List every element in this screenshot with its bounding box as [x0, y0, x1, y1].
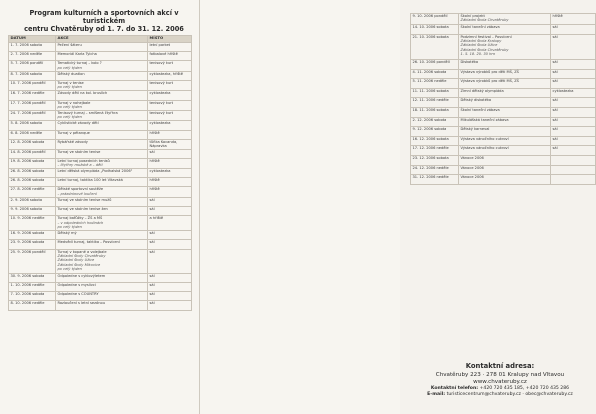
row-date: 26. 8. 2006 sobota: [9, 169, 56, 178]
row-place: sál: [551, 107, 596, 117]
row-date: 5. 7. 2006 pondělí: [9, 61, 56, 71]
row-date: 5. 8. 2006 sobota: [9, 121, 56, 130]
table-row: [9, 130, 192, 139]
table-row: [411, 155, 596, 165]
row-place: hřiště: [148, 130, 192, 139]
table-row: [411, 175, 596, 185]
table-row: [9, 249, 192, 273]
right-page: [200, 0, 574, 414]
row-place: [551, 155, 596, 165]
table-row: [411, 25, 596, 35]
row-event: [459, 79, 551, 89]
row-place: sál: [148, 207, 192, 216]
row-date: 2. 12. 2006 sobota: [411, 117, 459, 127]
row-event: [459, 155, 551, 165]
row-date: 9. 9. 2006 sobota: [9, 207, 56, 216]
row-event: [56, 139, 148, 149]
row-place: sál: [148, 273, 192, 282]
row-event: [56, 187, 148, 197]
table-row: [9, 121, 192, 130]
table-row: [411, 136, 596, 146]
row-date: 24. 7. 2006 pondělí: [9, 110, 56, 120]
row-event: [459, 117, 551, 127]
table-row: [9, 178, 192, 187]
row-event: [56, 231, 148, 240]
row-event-line: Dětský karneval: [460, 127, 490, 132]
row-event-line: Výstava výrobků pro děti MŠ, ZŠ: [460, 79, 519, 84]
row-event-line: Vánoce 2006: [460, 175, 484, 180]
row-event-line: po celý týden: [57, 65, 82, 70]
row-event-line: Diskotéka: [460, 59, 479, 64]
contact-email-label: E-mail:: [427, 392, 446, 397]
row-place: tenisový kurt: [148, 80, 192, 90]
row-event-line: Dětský mý: [57, 231, 77, 236]
table-row: [411, 14, 596, 25]
row-event: [56, 207, 148, 216]
row-date: 25. 9. 2006 pondělí: [9, 249, 56, 273]
table-row: [9, 139, 192, 149]
program-title-line-2: centru Chvatěruby od 1. 7. do 31. 12. 2006: [24, 25, 184, 33]
row-place: tenisový kurt: [148, 61, 192, 71]
row-event-line: Základní škola Kralupy: [460, 39, 502, 43]
row-event-line: po celý týden: [57, 104, 82, 109]
row-date: 30. 9. 2006 sobota: [9, 273, 56, 282]
row-event: [56, 130, 148, 139]
table-row: [411, 88, 596, 98]
row-event-line: Zimní dětský olympiáda: [460, 88, 504, 93]
row-event-line: po celý týden: [57, 115, 82, 120]
row-event-line: Odpoledne s myslivci: [57, 282, 96, 287]
row-date: 23. 12. 2006 sobota: [411, 155, 459, 165]
row-event-line: Letní turnaj, taktika 100 let Vltavská: [57, 178, 123, 183]
program-title-line-1: Program kulturních a sportovních akcí v turistickém: [29, 9, 179, 25]
row-place: cyklostezka: [148, 91, 192, 100]
row-event: [459, 107, 551, 117]
row-event: [56, 110, 148, 120]
row-event-line: Výstava vánočního cukroví: [460, 136, 509, 141]
table-row: [9, 100, 192, 110]
row-event-line: Výstava vánočního cukroví: [460, 146, 509, 151]
row-event-line: Vánoce 2006: [460, 165, 484, 170]
table-row: [9, 231, 192, 240]
row-date: 11. 11. 2006 sobota: [411, 88, 459, 98]
row-event: [459, 175, 551, 185]
row-date: 9. 12. 2006 sobota: [411, 127, 459, 137]
row-date: 23. 9. 2006 sobota: [9, 240, 56, 249]
row-event: [56, 100, 148, 110]
row-event-line: Školní projekt: [460, 14, 485, 18]
table-row: [9, 61, 192, 71]
row-event-line: Turnaj baťůžky – ŽS a MŠ: [57, 216, 103, 221]
table-row: [411, 34, 596, 59]
row-event-line: po celý týden: [57, 85, 82, 90]
row-event: [56, 43, 148, 52]
row-place: [551, 165, 596, 175]
contact-phone-label: Kontaktní telefon:: [430, 386, 479, 391]
row-event-line: Odpoledne s cyklovýletem: [57, 273, 106, 278]
row-event: [56, 301, 148, 310]
table-row: [9, 273, 192, 282]
row-event: [56, 197, 148, 206]
row-event-line: Memoriál Karla Tylcha: [57, 52, 97, 57]
row-event-line: Cyklistické závody dětí: [57, 121, 99, 126]
row-event: [56, 169, 148, 178]
row-date: 1. 10. 2006 neděle: [9, 282, 56, 291]
row-event: [56, 80, 148, 90]
row-event-line: 1. 5. 18. 20. 30 hrn: [460, 52, 496, 57]
table-row: [9, 158, 192, 168]
header-date: DATUM: [9, 36, 56, 43]
row-event: [56, 178, 148, 187]
row-date: 8. 10. 2006 neděle: [9, 301, 56, 310]
row-event: [459, 59, 551, 69]
table-row: [9, 169, 192, 178]
row-event-line: Základní školy Chvatěruby: [57, 254, 106, 258]
table-row: [9, 52, 192, 61]
row-event: [56, 273, 148, 282]
table-row: [411, 69, 596, 79]
row-event-line: Tematický turnaj – kolo ?: [57, 61, 102, 66]
table-row: [9, 149, 192, 158]
row-event-line: Turnaj ve stolním tenise žen: [57, 207, 108, 212]
row-event: [56, 216, 148, 231]
row-event-line: Medvědí turnaj, taktika – Posvícení: [57, 240, 120, 245]
row-event: [56, 158, 148, 168]
row-event-line: Turnaj v kopané a volejbale: [57, 249, 107, 254]
table-row: [9, 292, 192, 301]
table-row: [9, 216, 192, 231]
row-event-line: Rozloučení s letní sezónou: [57, 301, 105, 306]
row-event-line: Podzimní festival – Posvícení: [460, 34, 512, 39]
row-place: sál: [148, 282, 192, 291]
row-date: 6. 8. 2006 neděle: [9, 130, 56, 139]
row-date: 21. 10. 2006 sobota: [411, 34, 459, 59]
row-event-line: Mikulášská taneční zábava: [460, 117, 509, 122]
row-place: sál: [551, 25, 596, 35]
row-event-line: Letní dětská olympiáda „Podhalská 2006": [57, 169, 133, 174]
row-place: cyklostezka: [148, 169, 192, 178]
row-event-line: Základní školy Mikovice: [57, 262, 101, 267]
row-event-line: Závody dětí na kol. bruslích: [57, 91, 108, 96]
row-place: hřiště: [148, 187, 192, 197]
row-place: sál: [551, 59, 596, 69]
row-event-line: – v odpoledních hodinách: [57, 220, 104, 225]
row-date: 18. 11. 2006 sobota: [411, 107, 459, 117]
row-date: 24. 12. 2006 neděle: [411, 165, 459, 175]
row-event-line: Turnaj ve stolním tenise mužů: [57, 197, 112, 202]
row-date: 26. 8. 2006 sobota: [9, 178, 56, 187]
table-row: [9, 43, 192, 52]
table-row: [411, 146, 596, 156]
table-row: [9, 187, 192, 197]
contact-website: www.chvateruby.cz: [473, 379, 527, 385]
row-event-line: Výstava výrobků pro děti MŠ, ZŠ: [460, 69, 519, 74]
row-date: 16. 12. 2006 sobota: [411, 136, 459, 146]
row-date: 14. 8. 2006 pondělí: [9, 149, 56, 158]
row-date: 9. 10. 2006 pondělí: [411, 14, 459, 25]
row-event-line: Turnaj v nohejbale: [57, 100, 91, 105]
program-title: [20, 9, 188, 33]
row-event: [459, 165, 551, 175]
row-event: [459, 14, 551, 25]
table-header-row: [9, 36, 192, 43]
schedule-table-right: [410, 13, 596, 185]
row-date: 1. 7. 2006 sobota: [9, 43, 56, 52]
row-date: 5. 11. 2006 neděle: [411, 79, 459, 89]
table-row: [411, 165, 596, 175]
row-date: 2. 9. 2006 sobota: [9, 197, 56, 206]
row-event-line: Základní škola Chvatěruby: [460, 18, 509, 23]
left-page: [0, 0, 200, 414]
row-date: 10. 7. 2006 pondělí: [9, 80, 56, 90]
row-event-line: Turnaj v tenise: [57, 80, 84, 85]
table-row: [411, 117, 596, 127]
table-row: [411, 107, 596, 117]
table-row: [9, 240, 192, 249]
row-event-line: – prázdninové loučení: [57, 191, 97, 196]
row-place: sál: [551, 136, 596, 146]
row-event: [459, 127, 551, 137]
row-event: [459, 69, 551, 79]
row-event: [56, 61, 148, 71]
row-date: 10. 9. 2006 neděle: [9, 216, 56, 231]
row-place: tůňka Kocanda, Nápravka: [148, 139, 192, 149]
row-event-line: Pečení šáteru: [57, 43, 82, 47]
row-place: sál: [551, 127, 596, 137]
row-place: hřiště: [148, 178, 192, 187]
row-place: tenisový kurt: [148, 100, 192, 110]
table-row: [9, 80, 192, 90]
row-place: sál: [148, 292, 192, 301]
table-row: [9, 71, 192, 80]
contact-email-value: turisticecentrum@chvateruby.cz · obec@chvateruby.cz: [446, 392, 573, 397]
table-row: [411, 59, 596, 69]
row-place: sál: [551, 117, 596, 127]
contact-email: [406, 392, 594, 398]
schedule-table-left: [8, 35, 192, 311]
row-event-line: Turnaj ve stolním tenise: [57, 149, 101, 154]
row-place: cyklostezka: [148, 121, 192, 130]
table-row: [411, 79, 596, 89]
row-date: 4. 11. 2006 sobota: [411, 69, 459, 79]
table-row: [411, 127, 596, 137]
row-date: 12. 8. 2006 sobota: [9, 139, 56, 149]
row-event: [56, 91, 148, 100]
row-place: sál: [148, 240, 192, 249]
row-place: sál: [148, 197, 192, 206]
row-date: 12. 11. 2006 neděle: [411, 98, 459, 108]
table-row: [9, 207, 192, 216]
header-place: MÍSTO: [148, 36, 192, 43]
row-event: [459, 136, 551, 146]
row-place: sál: [148, 301, 192, 310]
row-event: [56, 249, 148, 273]
row-event: [56, 149, 148, 158]
row-event: [56, 292, 148, 301]
row-place: sál: [148, 231, 192, 240]
row-date: 19. 8. 2006 sobota: [9, 158, 56, 168]
row-place: [551, 175, 596, 185]
row-place: sál: [148, 249, 192, 273]
row-place: hřiště: [148, 158, 192, 168]
table-row: [9, 282, 192, 291]
row-event-line: Letní turnaj posedních tenisů: [57, 158, 110, 163]
table-row: [411, 98, 596, 108]
row-place: sál: [148, 149, 192, 158]
table-row: [9, 301, 192, 310]
row-place: hřiště: [551, 14, 596, 25]
row-place: letní parket: [148, 43, 192, 52]
row-place: cyklostezka: [551, 88, 596, 98]
row-event-line: Rybářské závody: [57, 139, 88, 144]
row-event-line: Dětský duatlon: [57, 71, 85, 76]
row-place: sál: [551, 146, 596, 156]
row-event: [56, 282, 148, 291]
row-event-line: Vánoce 2006: [460, 155, 484, 160]
row-date: 8. 7. 2006 sobota: [9, 71, 56, 80]
row-event: [56, 240, 148, 249]
row-place: sál: [551, 69, 596, 79]
row-event: [459, 98, 551, 108]
row-place: a hřiště: [148, 216, 192, 231]
row-date: 26. 10. 2006 pondělí: [411, 59, 459, 69]
row-event-line: Dětské sportovní soutěže: [57, 187, 104, 192]
row-event: [459, 146, 551, 156]
row-event: [56, 52, 148, 61]
row-event: [459, 88, 551, 98]
row-date: 7. 10. 2006 sobota: [9, 292, 56, 301]
row-event-line: po celý týden: [57, 267, 82, 272]
row-place: sál: [551, 98, 596, 108]
contact-phone-value: +420 720 435 185, +420 720 435 286: [479, 386, 570, 391]
row-date: 17. 12. 2006 neděle: [411, 146, 459, 156]
row-event-line: – čtyřhry mužské a – dětí: [57, 163, 103, 168]
row-date: 27. 8. 2006 neděle: [9, 187, 56, 197]
row-event: [459, 34, 551, 59]
header-event: AKCE: [56, 36, 148, 43]
contact-block: [406, 362, 594, 398]
row-date: 17. 7. 2006 pondělí: [9, 100, 56, 110]
row-event: [459, 25, 551, 35]
row-event-line: Základní škola Chvatěruby: [460, 47, 509, 52]
row-event-line: Odpoledne s COUNTRY: [57, 292, 99, 297]
contact-address: Chvatěruby 223 · 278 01 Kralupy nad Vltavou: [435, 372, 565, 378]
table-row: [9, 110, 192, 120]
row-event-line: Školní taneční zábava: [460, 25, 500, 29]
row-place: sál: [551, 34, 596, 59]
row-place: tenisový kurt: [148, 110, 192, 120]
row-place: sál: [551, 79, 596, 89]
row-date: 31. 12. 2006 neděle: [411, 175, 459, 185]
row-event-line: Základní škola Úžice: [460, 43, 498, 48]
row-date: 16. 9. 2006 sobota: [9, 231, 56, 240]
contact-heading: Kontaktní adresa:: [465, 362, 535, 370]
row-event: [56, 71, 148, 80]
table-row: [9, 91, 192, 100]
row-date: 16. 7. 2006 neděle: [9, 91, 56, 100]
row-event-line: po celý týden: [57, 225, 82, 230]
row-event-line: Dětský diskotéka: [460, 98, 492, 103]
row-event: [56, 121, 148, 130]
row-date: 14. 10. 2006 sobota: [411, 25, 459, 35]
row-place: fotbalové hřiště: [148, 52, 192, 61]
row-event-line: Turnaj v pétanque: [57, 130, 90, 135]
row-date: 2. 7. 2006 neděle: [9, 52, 56, 61]
table-row: [9, 197, 192, 206]
row-event-line: Základní školy Úžice: [57, 258, 95, 263]
row-place: cyklostezka, hřiště: [148, 71, 192, 80]
row-event-line: Školní taneční zábava: [460, 107, 500, 112]
row-event-line: Tenisový turnaj – smíšená čtyřhra: [57, 110, 118, 115]
